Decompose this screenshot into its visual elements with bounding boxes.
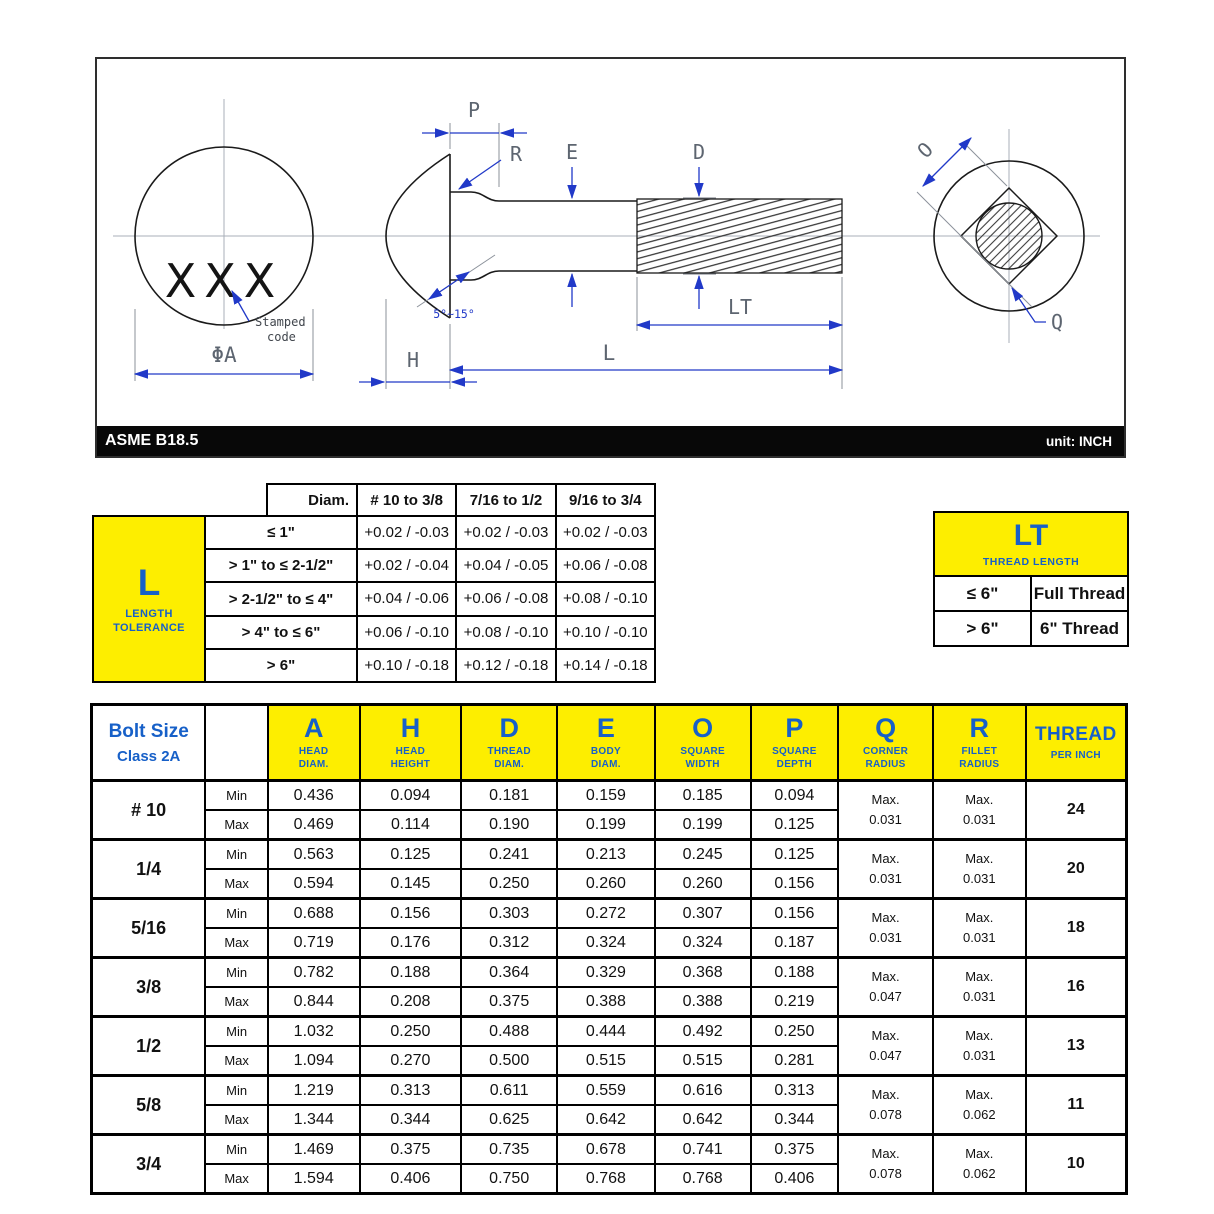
dim-value: 0.156	[751, 899, 839, 929]
tolerance-value: +0.02 / -0.03	[358, 517, 455, 548]
dim-value: 0.406	[751, 1164, 839, 1194]
dim-value: 0.250	[461, 869, 557, 899]
fillet-radius-value: Max. 0.031	[933, 899, 1026, 958]
q-leader	[1012, 288, 1046, 322]
dim-value: 1.469	[268, 1135, 360, 1165]
dim-value: 0.364	[461, 958, 557, 988]
max-label: Max	[205, 810, 267, 840]
dim-value: 0.241	[461, 840, 557, 870]
stamped-code-label-1: Stamped	[255, 315, 306, 329]
length-range: > 2-1/2" to ≤ 4"	[206, 583, 356, 614]
length-tolerance-header	[266, 483, 656, 517]
dim-value: 0.559	[557, 1076, 655, 1106]
dim-value: 0.625	[461, 1105, 557, 1135]
standard-bar	[97, 426, 1124, 456]
length-tolerance-body	[92, 515, 656, 683]
dim-value: 0.125	[751, 810, 839, 840]
corner-radius-value: Max. 0.031	[838, 840, 933, 899]
dim-value: 0.375	[461, 987, 557, 1017]
length-range: > 6"	[206, 650, 356, 681]
bolt-size: 5/8	[92, 1076, 206, 1135]
corner-radius-value: Max. 0.031	[838, 899, 933, 958]
dim-value: 0.368	[655, 958, 751, 988]
bolt-size: # 10	[92, 781, 206, 840]
table-row-min	[92, 1076, 1127, 1106]
corner-radius-value: Max. 0.047	[838, 1017, 933, 1076]
length-range: ≤ 6"	[935, 577, 1030, 610]
bolt-size: 1/2	[92, 1017, 206, 1076]
col-header-a: A HEAD DIAM.	[268, 705, 360, 781]
dim-value: 0.500	[461, 1046, 557, 1076]
title-length: LENGTH	[125, 608, 173, 620]
dim-value: 0.375	[751, 1135, 839, 1165]
dim-value: 1.594	[268, 1164, 360, 1194]
title-letter-l: L	[137, 562, 161, 603]
dim-value: 0.190	[461, 810, 557, 840]
tolerance-value: +0.02 / -0.03	[457, 517, 554, 548]
min-label: Min	[205, 781, 267, 811]
drawing-frame	[95, 57, 1126, 458]
dim-value: 0.488	[461, 1017, 557, 1047]
max-label: Max	[205, 1164, 267, 1194]
dim-label-lt: LT	[727, 295, 753, 319]
dim-label-r: R	[510, 142, 523, 166]
dim-value: 0.213	[557, 840, 655, 870]
dim-label-phi-a: ΦA	[211, 343, 237, 367]
corner-radius-value: Max. 0.078	[838, 1076, 933, 1135]
dim-value: 0.406	[360, 1164, 462, 1194]
table-row-min	[92, 781, 1127, 811]
dim-value: 0.187	[751, 928, 839, 958]
min-label: Min	[205, 1135, 267, 1165]
fillet-radius-value: Max. 0.031	[933, 840, 1026, 899]
dim-value: 0.303	[461, 899, 557, 929]
fillet-radius-value: Max. 0.031	[933, 1017, 1026, 1076]
fillet-radius-value: Max. 0.031	[933, 781, 1026, 840]
dim-value: 0.312	[461, 928, 557, 958]
dim-value: 0.688	[268, 899, 360, 929]
tolerance-value: +0.14 / -0.18	[557, 650, 654, 681]
dim-value: 0.159	[557, 781, 655, 811]
dim-value: 0.188	[751, 958, 839, 988]
dim-value: 0.782	[268, 958, 360, 988]
col-header-r: R FILLET RADIUS	[933, 705, 1026, 781]
dim-value: 0.594	[268, 869, 360, 899]
length-tolerance-table	[92, 483, 658, 685]
table-row-min	[92, 840, 1127, 870]
tolerance-value: +0.08 / -0.10	[457, 617, 554, 648]
dim-value: 0.250	[360, 1017, 462, 1047]
fillet-radius-value: Max. 0.062	[933, 1135, 1026, 1194]
stamped-code-label-2: code	[267, 330, 296, 344]
minmax-header	[205, 705, 267, 781]
dim-value: 0.741	[655, 1135, 751, 1165]
dim-label-p: P	[467, 98, 481, 122]
corner-radius-value: Max. 0.078	[838, 1135, 933, 1194]
dim-value: 0.245	[655, 840, 751, 870]
threads-per-inch: 16	[1026, 958, 1127, 1017]
carriage-bolt-drawing	[97, 59, 1124, 426]
corner-radius-value: Max. 0.047	[838, 958, 933, 1017]
dim-value: 0.388	[655, 987, 751, 1017]
dim-label-h: H	[406, 348, 420, 372]
dim-value: 0.515	[557, 1046, 655, 1076]
diam-col-2: 7/16 to 1/2	[457, 485, 554, 515]
dim-value: 0.324	[557, 928, 655, 958]
dim-value: 0.719	[268, 928, 360, 958]
dim-value: 0.272	[557, 899, 655, 929]
dim-value: 0.515	[655, 1046, 751, 1076]
diam-col-1: # 10 to 3/8	[358, 485, 455, 515]
col-header-thread: THREAD PER INCH	[1026, 705, 1127, 781]
title-letter-lt: LT	[1013, 518, 1049, 552]
thread-length-value: 6" Thread	[1032, 612, 1127, 645]
max-label: Max	[205, 987, 267, 1017]
fillet-radius-value: Max. 0.031	[933, 958, 1026, 1017]
stamp-mark: XXX	[164, 254, 284, 308]
dim-value: 0.642	[655, 1105, 751, 1135]
dim-value: 0.219	[751, 987, 839, 1017]
dim-label-q: Q	[1051, 310, 1064, 334]
length-tolerance-title	[94, 517, 204, 681]
dim-value: 0.094	[360, 781, 462, 811]
dim-value: 0.642	[557, 1105, 655, 1135]
thread-length-header	[935, 513, 1127, 575]
class-label: Class 2A	[117, 747, 181, 765]
col-header-e: E BODY DIAM.	[557, 705, 655, 781]
col-header-h: H HEAD HEIGHT	[360, 705, 462, 781]
threaded-section	[637, 199, 842, 273]
length-range: > 4" to ≤ 6"	[206, 617, 356, 648]
dim-value: 0.469	[268, 810, 360, 840]
dim-label-o: O	[912, 137, 938, 163]
length-ranges-column	[206, 517, 356, 681]
dim-value: 0.199	[557, 810, 655, 840]
r-leader	[459, 160, 501, 189]
max-label: Max	[205, 1105, 267, 1135]
tolerance-values-grid	[358, 517, 654, 681]
diam-col-3: 9/16 to 3/4	[557, 485, 654, 515]
tolerance-value: +0.06 / -0.08	[457, 583, 554, 614]
tolerance-value: +0.04 / -0.06	[358, 583, 455, 614]
standard-name: ASME B18.5	[105, 432, 199, 449]
dim-value: 0.125	[751, 840, 839, 870]
threads-per-inch: 11	[1026, 1076, 1127, 1135]
dim-value: 1.344	[268, 1105, 360, 1135]
fillet-radius-value: Max. 0.062	[933, 1076, 1026, 1135]
dim-value: 0.250	[751, 1017, 839, 1047]
dim-label-e: E	[565, 140, 579, 164]
threads-per-inch: 20	[1026, 840, 1127, 899]
tolerance-value: +0.10 / -0.18	[358, 650, 455, 681]
thread-length-row	[935, 612, 1127, 645]
dim-value: 0.436	[268, 781, 360, 811]
dim-value: 0.114	[360, 810, 462, 840]
dim-value: 0.324	[655, 928, 751, 958]
dim-value: 0.260	[655, 869, 751, 899]
tolerance-value: +0.02 / -0.03	[557, 517, 654, 548]
threads-per-inch: 13	[1026, 1017, 1127, 1076]
dim-value: 0.188	[360, 958, 462, 988]
threads-per-inch: 18	[1026, 899, 1127, 958]
bolt-size: 3/4	[92, 1135, 206, 1194]
length-range: ≤ 1"	[206, 517, 356, 548]
bolt-size-header	[92, 705, 206, 781]
thread-length-rows	[935, 577, 1127, 645]
dim-value: 0.270	[360, 1046, 462, 1076]
min-label: Min	[205, 958, 267, 988]
dim-value: 0.199	[655, 810, 751, 840]
dim-value: 0.768	[655, 1164, 751, 1194]
dim-value: 1.219	[268, 1076, 360, 1106]
dim-value: 0.344	[360, 1105, 462, 1135]
dim-value: 0.208	[360, 987, 462, 1017]
thread-length-subtitle: THREAD LENGTH	[982, 555, 1080, 568]
dim-value: 1.094	[268, 1046, 360, 1076]
tolerance-value: +0.04 / -0.05	[457, 550, 554, 581]
min-label: Min	[205, 1076, 267, 1106]
table-row-min	[92, 899, 1127, 929]
threads-per-inch: 24	[1026, 781, 1127, 840]
dim-value: 0.307	[655, 899, 751, 929]
dim-value: 0.329	[557, 958, 655, 988]
length-range: > 6"	[935, 612, 1030, 645]
max-label: Max	[205, 928, 267, 958]
dim-value: 0.260	[557, 869, 655, 899]
dim-label-d: D	[692, 140, 706, 164]
dim-value: 0.156	[751, 869, 839, 899]
max-label: Max	[205, 869, 267, 899]
dim-value: 0.281	[751, 1046, 839, 1076]
diam-header: Diam.	[268, 485, 356, 515]
dimension-table-header	[92, 705, 1127, 781]
table-row-min	[92, 1135, 1127, 1165]
tolerance-value: +0.06 / -0.10	[358, 617, 455, 648]
dim-label-l: L	[602, 341, 616, 365]
col-header-q: Q CORNER RADIUS	[838, 705, 933, 781]
dim-value: 0.844	[268, 987, 360, 1017]
col-header-o: O SQUARE WIDTH	[655, 705, 751, 781]
col-header-d: D THREAD DIAM.	[461, 705, 557, 781]
dim-value: 0.563	[268, 840, 360, 870]
dim-value: 0.313	[751, 1076, 839, 1106]
length-range: > 1" to ≤ 2-1/2"	[206, 550, 356, 581]
dim-value: 0.492	[655, 1017, 751, 1047]
threads-per-inch: 10	[1026, 1135, 1127, 1194]
dim-value: 0.176	[360, 928, 462, 958]
dim-value: 0.768	[557, 1164, 655, 1194]
table-row-min	[92, 958, 1127, 988]
dimension-table	[90, 703, 1128, 1195]
table-row-min	[92, 1017, 1127, 1047]
thread-length-value: Full Thread	[1032, 577, 1127, 610]
dim-value: 0.678	[557, 1135, 655, 1165]
unit-label: unit: INCH	[1046, 433, 1112, 449]
min-label: Min	[205, 899, 267, 929]
dim-value: 0.125	[360, 840, 462, 870]
dim-value: 0.444	[557, 1017, 655, 1047]
tolerance-value: +0.08 / -0.10	[557, 583, 654, 614]
dim-value: 0.750	[461, 1164, 557, 1194]
dim-value: 0.344	[751, 1105, 839, 1135]
dim-value: 0.145	[360, 869, 462, 899]
dim-value: 0.313	[360, 1076, 462, 1106]
angle-label: 5°~15°	[433, 307, 475, 321]
dim-value: 0.616	[655, 1076, 751, 1106]
angle-arrows	[429, 272, 469, 299]
min-label: Min	[205, 840, 267, 870]
o-dim-line	[923, 138, 971, 186]
dim-value: 0.185	[655, 781, 751, 811]
bolt-size-label: Bolt Size	[108, 720, 189, 742]
min-label: Min	[205, 1017, 267, 1047]
dim-value: 0.611	[461, 1076, 557, 1106]
dim-value: 0.181	[461, 781, 557, 811]
tolerance-value: +0.10 / -0.10	[557, 617, 654, 648]
thread-length-table	[933, 511, 1129, 647]
thread-length-row	[935, 577, 1127, 610]
title-tolerance: TOLERANCE	[113, 622, 185, 634]
dim-value: 1.032	[268, 1017, 360, 1047]
bolt-size: 3/8	[92, 958, 206, 1017]
dim-value: 0.735	[461, 1135, 557, 1165]
dim-value: 0.388	[557, 987, 655, 1017]
tolerance-value: +0.02 / -0.04	[358, 550, 455, 581]
bolt-size: 1/4	[92, 840, 206, 899]
col-header-p: P SQUARE DEPTH	[751, 705, 839, 781]
tolerance-value: +0.06 / -0.08	[557, 550, 654, 581]
dim-value: 0.375	[360, 1135, 462, 1165]
bolt-size: 5/16	[92, 899, 206, 958]
max-label: Max	[205, 1046, 267, 1076]
tolerance-value: +0.12 / -0.18	[457, 650, 554, 681]
corner-radius-value: Max. 0.031	[838, 781, 933, 840]
dim-value: 0.094	[751, 781, 839, 811]
dim-value: 0.156	[360, 899, 462, 929]
